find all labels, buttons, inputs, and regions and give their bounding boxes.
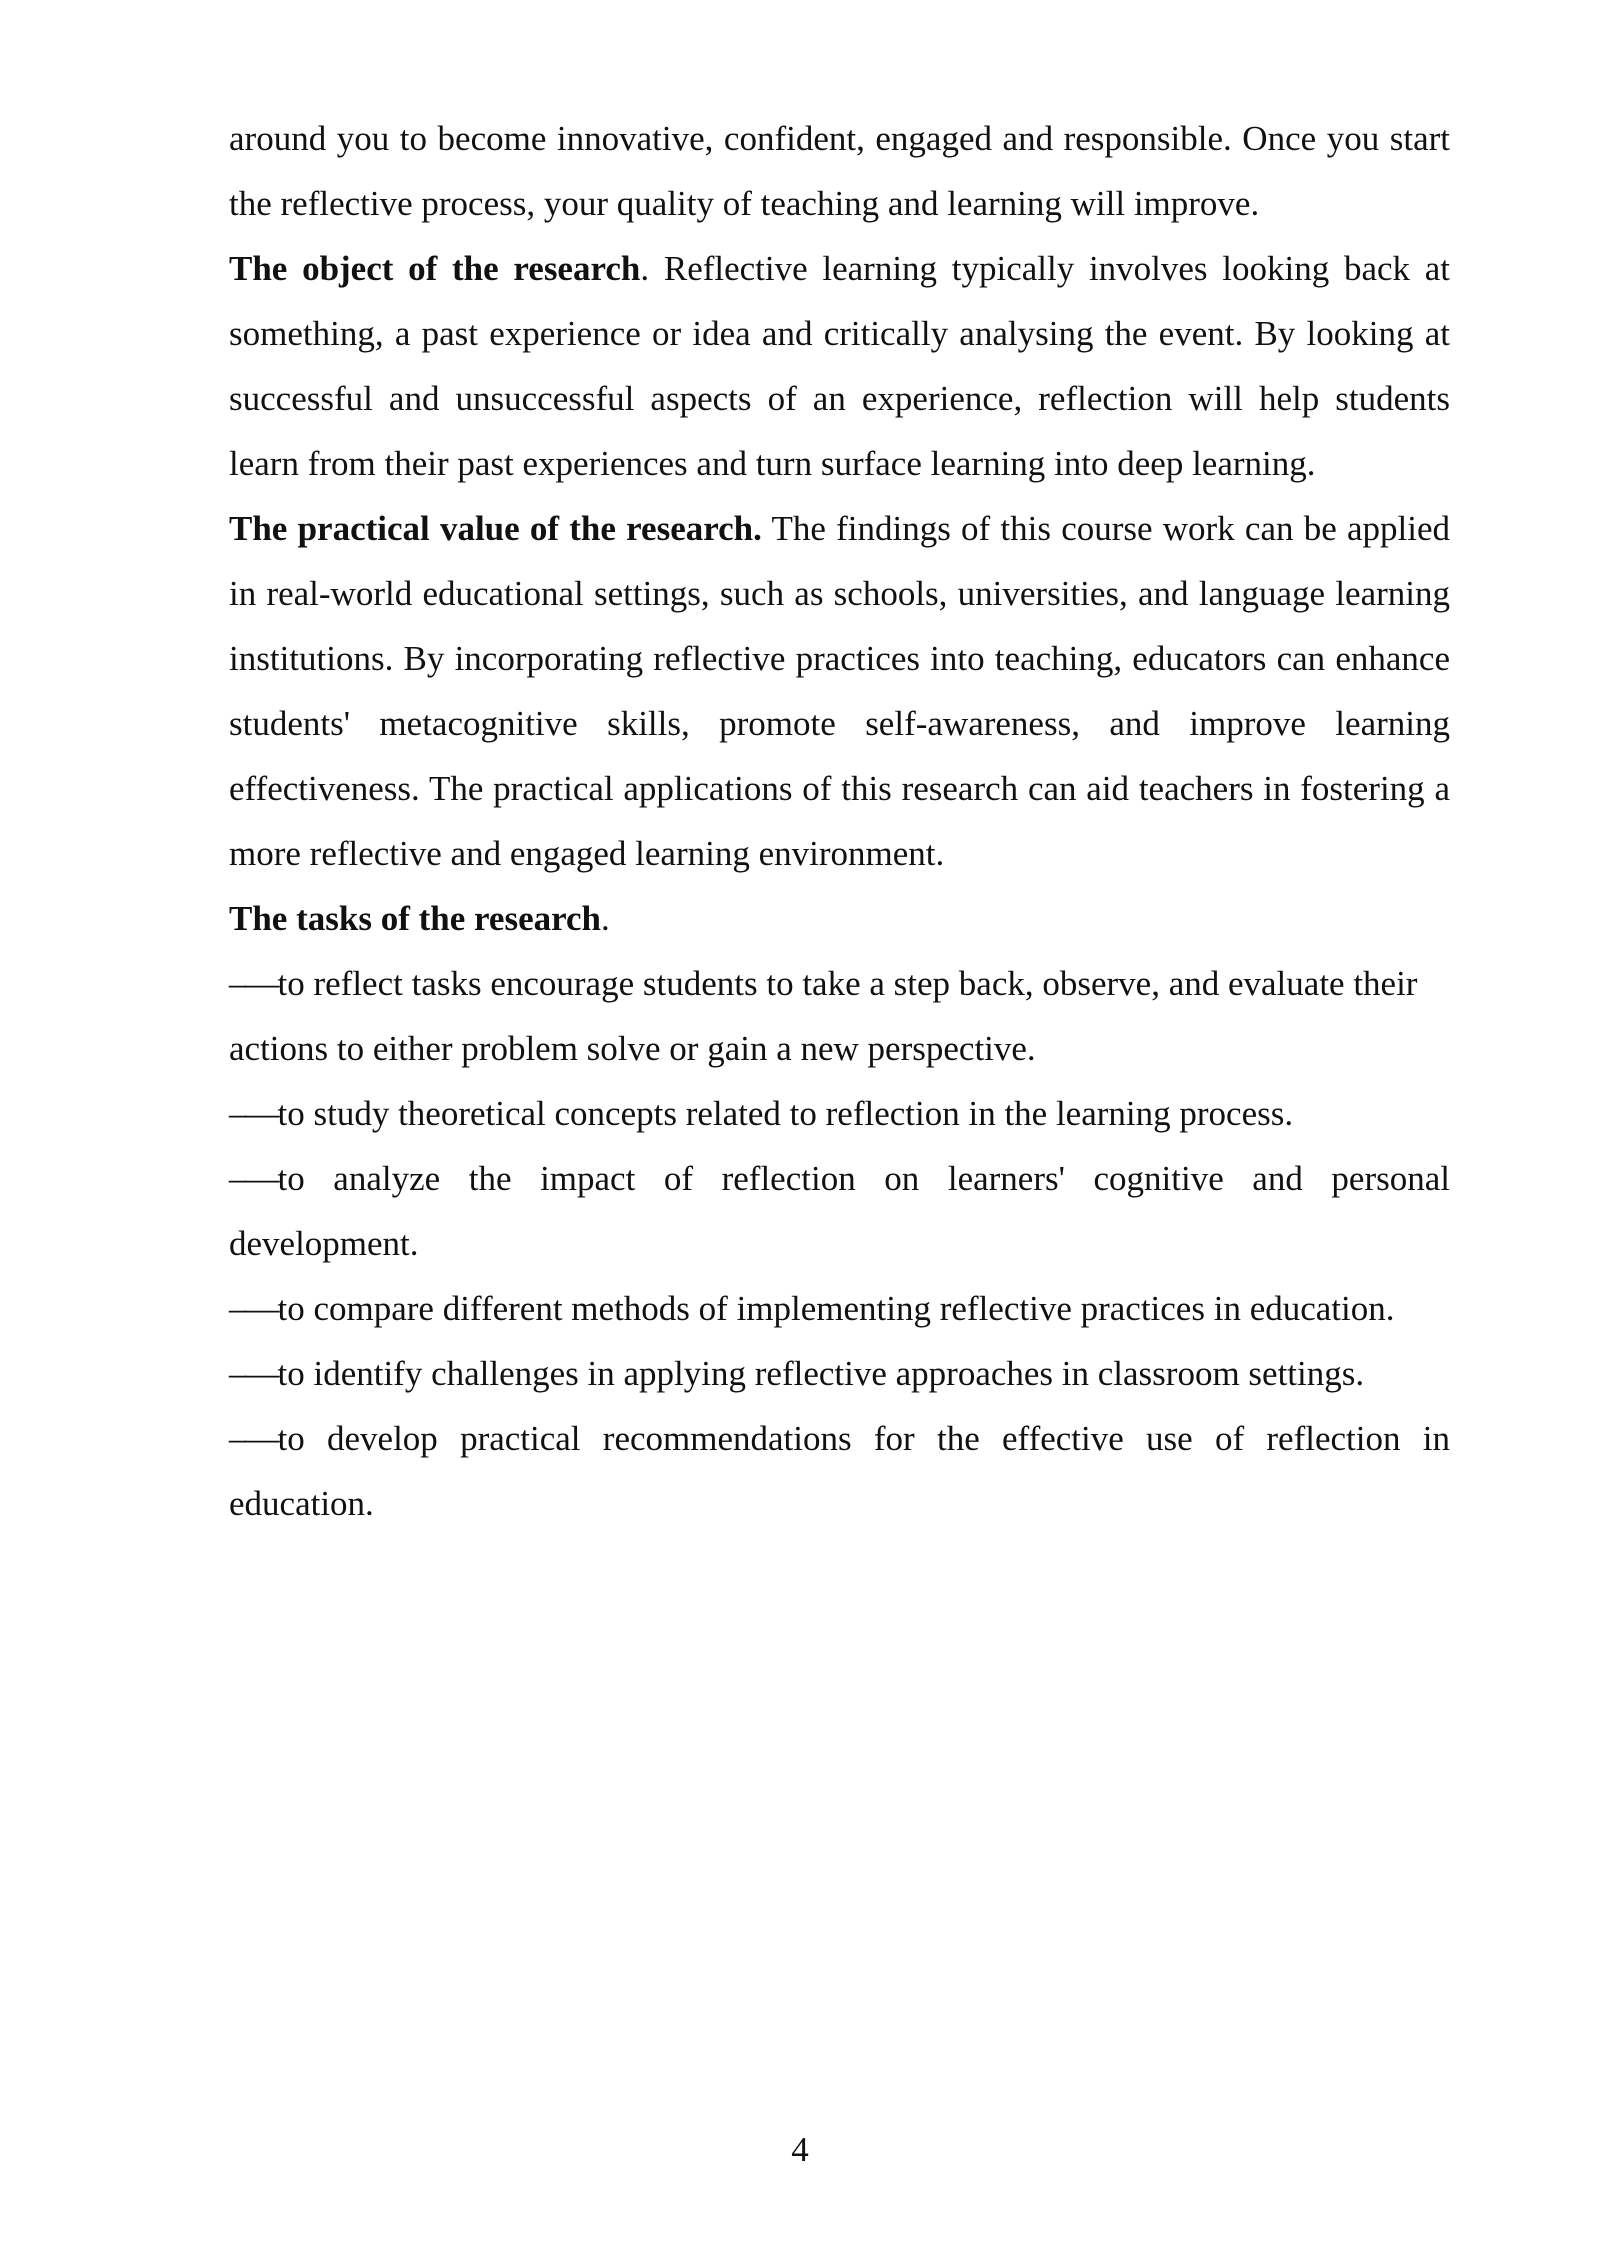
task-item xyxy=(229,1146,1450,1276)
body-text xyxy=(229,106,1450,1536)
practical-value-paragraph xyxy=(229,496,1450,886)
task-item-text: to reflect tasks encourage students to take a step back, observe, and evaluate their actions to either problem solve or gain a new perspective. xyxy=(229,964,1418,1068)
task-dash: –— xyxy=(229,1094,278,1133)
tasks-heading: The tasks of the research xyxy=(229,899,602,938)
task-dash: –— xyxy=(229,1354,278,1393)
tasks-heading-line xyxy=(229,886,1450,951)
object-heading: The object of the research xyxy=(229,249,641,288)
task-item xyxy=(229,1081,1450,1146)
object-paragraph xyxy=(229,236,1450,496)
task-dash: –— xyxy=(229,1159,278,1198)
task-item xyxy=(229,1406,1450,1536)
task-item xyxy=(229,1341,1450,1406)
task-item xyxy=(229,951,1450,1081)
intro-text: around you to become innovative, confident, engaged and responsible. Once you start the reflective process, your quality of teaching and learning will improve. xyxy=(229,119,1450,223)
task-item-text: to compare different methods of implementing reflective practices in education. xyxy=(277,1289,1395,1328)
tasks-heading-punct: . xyxy=(601,899,610,938)
task-item-text: to analyze the impact of reflection on learners' cognitive and personal development. xyxy=(229,1159,1450,1263)
page-number: 4 xyxy=(791,2130,809,2169)
object-heading-punct: . xyxy=(640,249,650,288)
task-dash: –— xyxy=(229,964,278,1003)
object-text: Reflective learning typically involves looking back at something, a past experience or idea and critically analysing the event. By looking at successful and unsuccessful aspects of an experience, reflection will help students learn from their past experiences and turn surface learning into deep learning. xyxy=(229,249,1450,483)
task-item-text: to develop practical recommendations for the effective use of reflection in education. xyxy=(229,1419,1450,1523)
intro-paragraph xyxy=(229,106,1450,236)
task-item-text: to identify challenges in applying reflective approaches in classroom settings. xyxy=(277,1354,1365,1393)
practical-value-text: The findings of this course work can be applied in real-world educational settings, such as schools, universities, and language learning institutions. By incorporating reflective practices into teaching, educators can enhance students' metacognitive skills, promote self-awareness, and improve learning effectiveness. The practical applications of this research can aid teachers in fostering a more reflective and engaged learning environment. xyxy=(229,509,1450,873)
task-dash: –— xyxy=(229,1289,278,1328)
practical-value-heading: The practical value of the research. xyxy=(229,509,762,548)
task-dash: –— xyxy=(229,1419,278,1458)
task-item xyxy=(229,1276,1450,1341)
task-item-text: to study theoretical concepts related to reflection in the learning process. xyxy=(277,1094,1294,1133)
